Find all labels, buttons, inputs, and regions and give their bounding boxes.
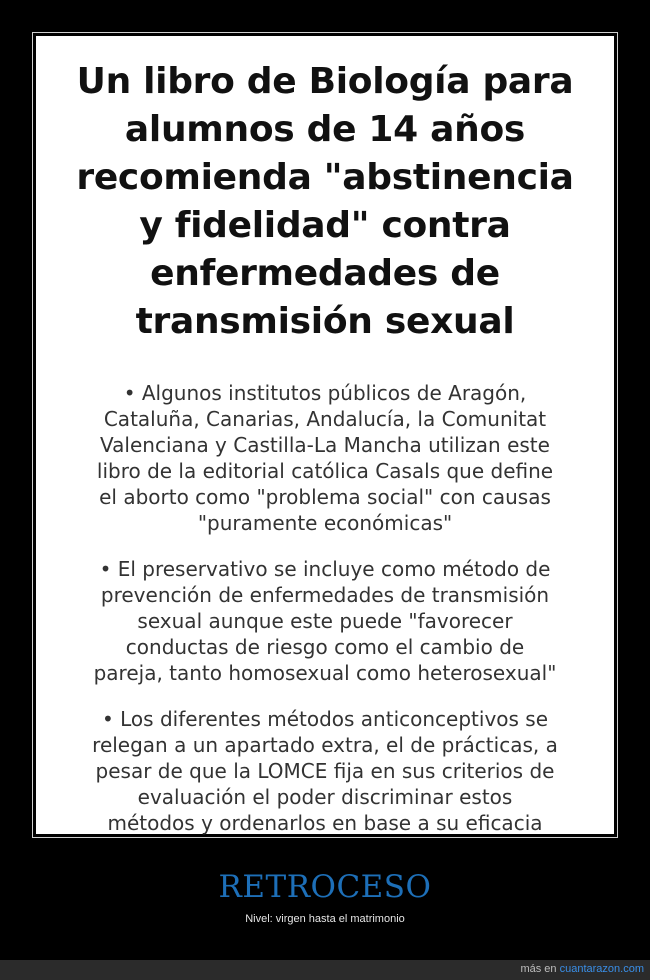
bullet-dot-icon: • xyxy=(101,707,114,731)
headline-line: alumnos de 14 años xyxy=(124,109,526,150)
headline xyxy=(50,58,600,346)
site-link[interactable]: cuantarazon.com xyxy=(559,963,644,975)
bullet-line: Algunos institutos públicos de Aragón, xyxy=(141,381,527,405)
bullet-line: conductas de riesgo como el cambio de xyxy=(125,635,525,659)
bullet-line: pareja, tanto homosexual como heterosexual" xyxy=(93,661,557,685)
bullet-line: "puramente económicas" xyxy=(197,511,453,535)
headline-line: recomienda "abstinencia xyxy=(76,157,574,198)
headline-line: enfermedades de xyxy=(150,253,500,294)
bullet-line: pesar de que la LOMCE fija en sus criterios de xyxy=(95,759,555,783)
post-title: RETROCESO xyxy=(218,869,432,905)
bullet-line: Los diferentes métodos anticonceptivos se xyxy=(120,707,549,731)
bullet-line: sexual aunque este puede "favorecer xyxy=(137,609,513,633)
bullet-line: prevención de enfermedades de transmisión xyxy=(100,583,550,607)
bullet-line: Cataluña, Canarias, Andalucía, la Comunitat xyxy=(103,407,547,431)
post-subtitle: Nivel: virgen hasta el matrimonio xyxy=(245,913,405,925)
bullet-line: el aborto como "problema social" con causas xyxy=(99,485,551,509)
headline-line: y fidelidad" contra xyxy=(139,205,511,246)
bullet-item xyxy=(50,706,600,836)
bullet-line: métodos y ordenarlos en base a su eficacia xyxy=(107,811,543,835)
bullet-line: El preservativo se incluye como método de xyxy=(117,557,551,581)
bullet-line: relegan a un apartado extra, el de prácticas, a xyxy=(92,733,558,757)
bullet-line: evaluación el poder discriminar estos xyxy=(137,785,513,809)
bullet-dot-icon: • xyxy=(123,381,136,405)
bullet-line: libro de la editorial católica Casals que define xyxy=(96,459,554,483)
bullet-item xyxy=(50,380,600,536)
bullet-line: Valenciana y Castilla-La Mancha utilizan este xyxy=(100,433,550,457)
footer-prefix: más en xyxy=(520,963,557,975)
footer-bar xyxy=(0,960,650,980)
bullet-item xyxy=(50,556,600,686)
article-image xyxy=(36,36,614,834)
bullet-dot-icon: • xyxy=(99,557,112,581)
footer-credit xyxy=(520,963,644,975)
headline-line: Un libro de Biología para xyxy=(76,61,574,102)
headline-line: transmisión sexual xyxy=(135,301,515,342)
bullet-list xyxy=(50,380,600,836)
